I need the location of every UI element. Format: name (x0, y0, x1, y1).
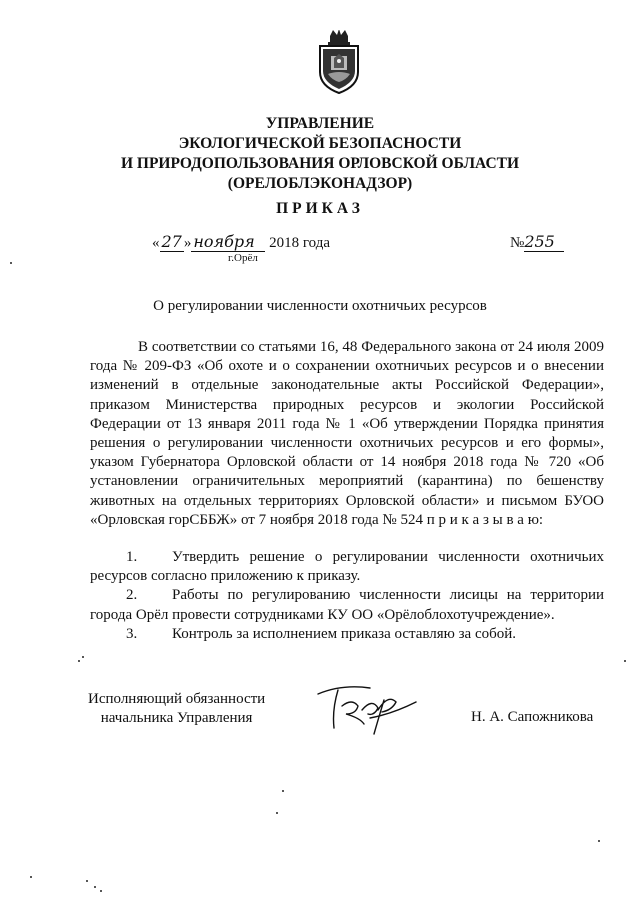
header-line-3: И ПРИРОДОПОЛЬЗОВАНИЯ ОРЛОВСКОЙ ОБЛАСТИ (120, 155, 520, 172)
item-number: 1. (126, 549, 138, 565)
order-item-2 (90, 586, 604, 624)
item-text: Работы по регулированию численности лисицы на территории города Орёл провести сотрудниками КУ ОО «Орёлоблохотучреждение». (90, 587, 604, 623)
order-item-3 (90, 625, 604, 644)
scan-speck (78, 660, 80, 662)
document-type: ПРИКАЗ (276, 200, 364, 217)
item-text: Контроль за исполнением приказа оставляю за собой. (172, 625, 517, 642)
scan-speck (10, 262, 12, 264)
handwritten-signature-icon (312, 680, 422, 736)
scan-speck (30, 876, 32, 878)
scan-speck (276, 812, 278, 814)
number-prefix: № (510, 235, 525, 251)
item-text: Утвердить решение о регулировании численности охотничьих ресурсов согласно приложению к приказу. (90, 549, 604, 585)
scan-speck (86, 880, 88, 882)
order-date (152, 232, 330, 252)
scan-speck (624, 660, 626, 662)
order-number (510, 232, 564, 252)
date-month: ноября (191, 232, 265, 252)
number-value: 255 (524, 232, 564, 252)
position-line-2: начальника Управления (100, 710, 253, 726)
header-line-1: УПРАВЛЕНИЕ (265, 115, 375, 132)
signatory-name: Н. А. Сапожникова (471, 709, 594, 725)
position-line-1: Исполняющий обязанности (88, 691, 266, 707)
scan-speck (82, 656, 84, 658)
order-subject: О регулировании численности охотничьих ресурсов (153, 298, 487, 314)
date-open-quote: « (152, 235, 160, 251)
coat-of-arms-icon (316, 30, 362, 94)
place-of-issue: г.Орёл (228, 252, 258, 264)
order-item-1 (90, 548, 604, 586)
date-year: 2018 года (269, 235, 330, 251)
scan-speck (282, 790, 284, 792)
scan-speck (100, 890, 102, 892)
agency-header (0, 114, 640, 194)
header-line-4: (ОРЕЛОБЛЭКОНАДЗОР) (227, 175, 413, 192)
order-items (90, 548, 604, 644)
preamble: В соответствии со статьями 16, 48 Федерального закона от 24 июля 2009 года № 209-ФЗ «Об охоте и о сохранении охотничьих ресурсов и о внесении изменений в отдельные законодательные акты Российской Федерации», приказом Министерства природных ресурсов и экологии Российской Федерации от 13 января 2011 года № 1 «Об утверждении Порядка принятия решения о регулировании численности охотничьих ресурсов и его формы», указом Губернатора Орловской области от 14 ноября 2018 года № 720 «Об установлении ограничительных мероприятий (карантина) по бешенству животных на отдельных территориях Орловской области» и письмом БУОО «Орловская горСББЖ» от 7 ноября 2018 года № 524 п р и к а з ы в а ю: (90, 339, 604, 528)
signatory-position (88, 690, 265, 728)
order-body (90, 338, 604, 530)
date-close-quote: » (183, 235, 192, 251)
item-number: 3. (126, 625, 138, 642)
header-line-2: ЭКОЛОГИЧЕСКОЙ БЕЗОПАСНОСТИ (178, 135, 462, 152)
item-number: 2. (126, 587, 138, 604)
scan-speck (94, 886, 96, 888)
scan-speck (598, 840, 600, 842)
date-day: 27 (161, 232, 182, 251)
